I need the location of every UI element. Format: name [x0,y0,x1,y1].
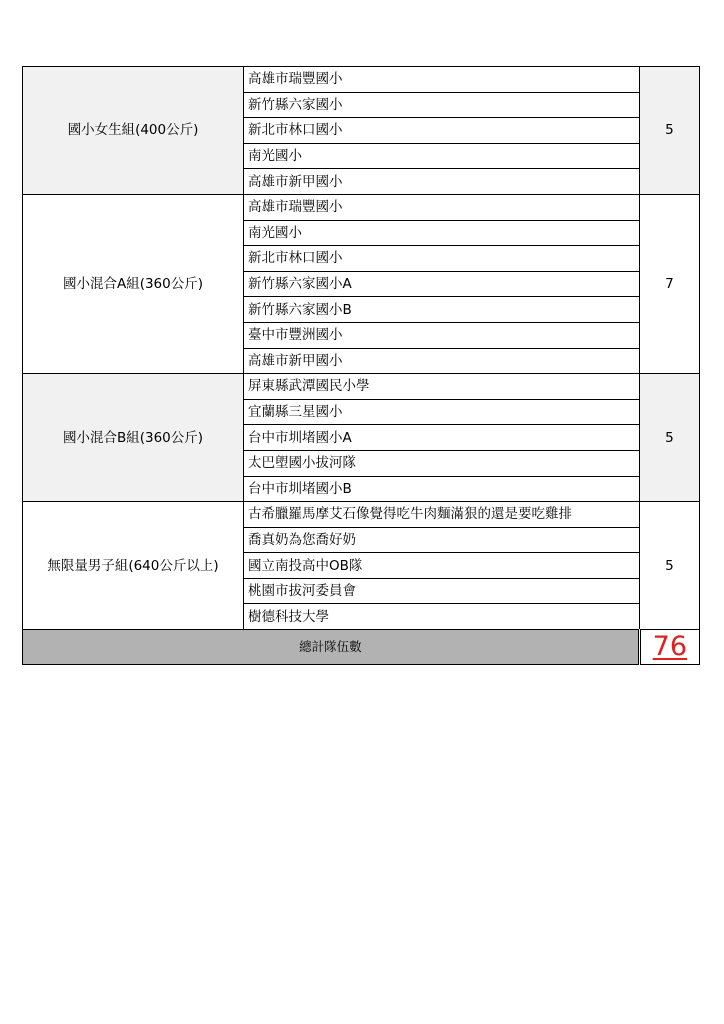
team-name-cell: 台中市圳堵國小A [243,425,639,451]
group-name-cell: 國小混合A組(360公斤) [23,194,244,373]
team-registration-table [22,66,700,665]
team-name-cell: 國立南投高中OB隊 [243,553,639,579]
table-row [23,374,700,400]
team-name-cell: 古希臘羅馬摩艾石像覺得吃牛肉麵滿狠的還是要吃雞排 [243,502,639,528]
team-name-cell: 新竹縣六家國小B [243,297,639,323]
group-team-count-cell: 5 [639,67,699,195]
group-name-cell: 國小女生組(400公斤) [23,67,244,195]
registration-table-page [22,66,700,665]
team-name-cell: 樹德科技大學 [243,604,639,630]
team-name-cell: 南光國小 [243,143,639,169]
team-name-cell: 高雄市瑞豐國小 [243,194,639,220]
team-name-cell: 高雄市新甲國小 [243,169,639,195]
table-row [23,67,700,93]
table-row [23,502,700,528]
team-name-cell: 新竹縣六家國小A [243,271,639,297]
team-name-cell: 桃園市拔河委員會 [243,578,639,604]
total-row [23,630,700,665]
group-name-cell: 無限量男子組(640公斤以上) [23,502,244,630]
team-name-cell: 屏東縣武潭國民小學 [243,374,639,400]
team-name-cell: 喬真奶為您喬好奶 [243,527,639,553]
team-name-cell: 太巴塱國小拔河隊 [243,450,639,476]
group-team-count-cell: 7 [639,194,699,373]
group-team-count-cell: 5 [639,374,699,502]
team-name-cell: 新北市林口國小 [243,246,639,272]
total-team-count: 76 [639,630,699,665]
team-name-cell: 高雄市新甲國小 [243,348,639,374]
team-name-cell: 新北市林口國小 [243,118,639,144]
team-name-cell: 臺中市豐洲國小 [243,322,639,348]
group-team-count-cell: 5 [639,502,699,630]
group-name-cell: 國小混合B組(360公斤) [23,374,244,502]
total-label: 總計隊伍數 [23,630,640,665]
team-name-cell: 南光國小 [243,220,639,246]
team-name-cell: 宜蘭縣三星國小 [243,399,639,425]
team-name-cell: 台中市圳堵國小B [243,476,639,502]
table-body [23,67,700,665]
team-name-cell: 高雄市瑞豐國小 [243,67,639,93]
team-name-cell: 新竹縣六家國小 [243,92,639,118]
table-row [23,194,700,220]
